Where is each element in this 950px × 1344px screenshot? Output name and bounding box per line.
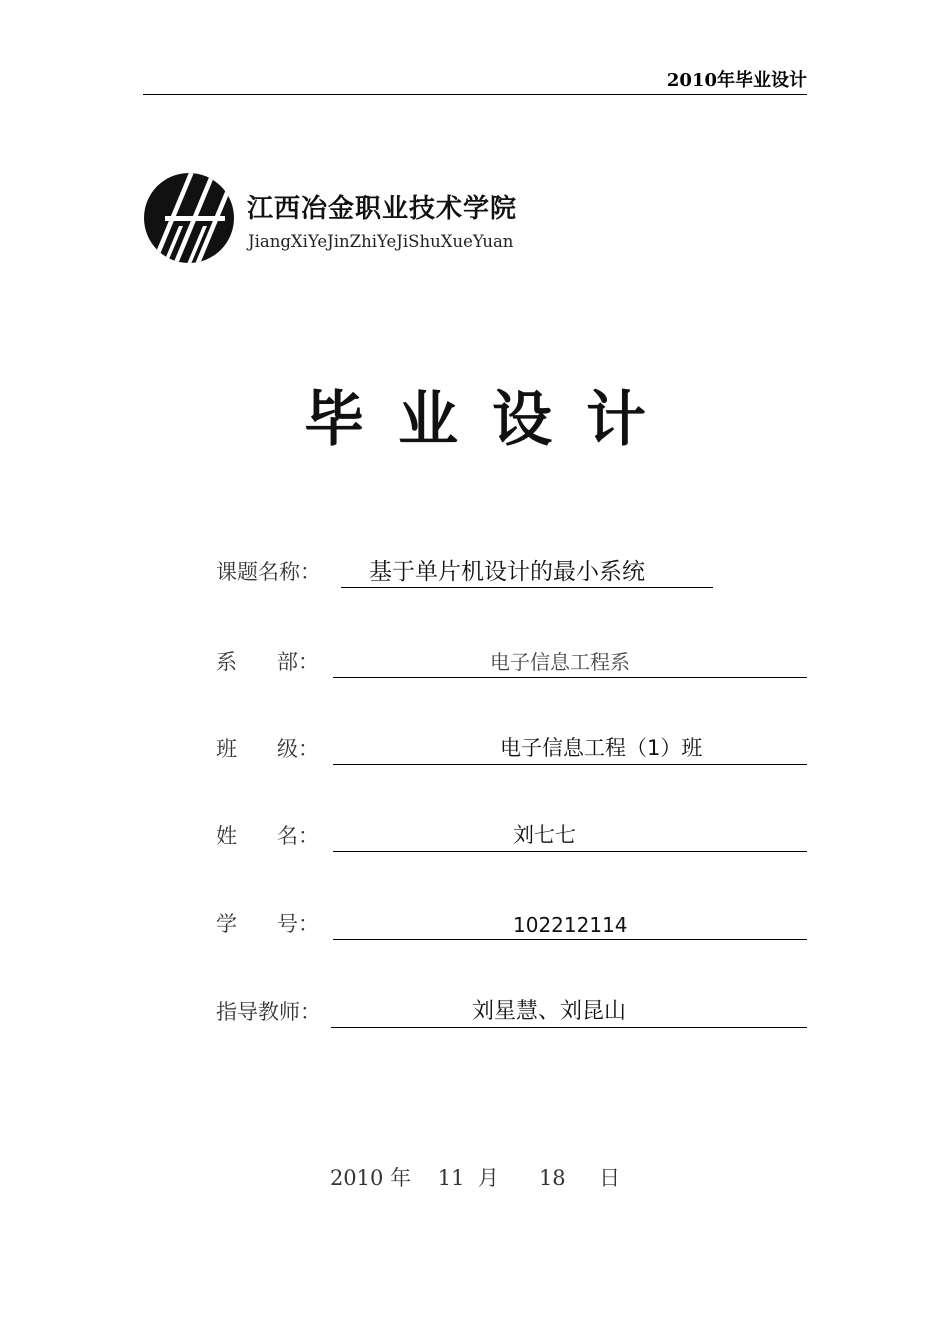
date-year: 2010 <box>329 1166 384 1190</box>
field-department-value: 电子信息工程系 <box>490 650 630 674</box>
field-department <box>216 646 808 680</box>
field-topic-label: 课题名称： <box>216 560 321 584</box>
field-name-value: 刘七七 <box>513 823 576 847</box>
field-topic-value: 基于单片机设计的最小系统 <box>369 559 645 585</box>
field-department-label: 系 部： <box>216 650 320 674</box>
field-class-underline <box>333 764 807 765</box>
date-day-unit: 日 <box>599 1166 621 1190</box>
running-header <box>143 66 807 95</box>
field-advisor-label: 指导教师： <box>216 1000 321 1024</box>
document-title: 毕业设计 <box>304 385 680 455</box>
running-header-title: 2010年毕业设计 <box>666 70 807 91</box>
college-name-en: JiangXiYeJinZhiYeJiShuXueYuan <box>248 232 514 251</box>
field-student-id <box>216 908 808 942</box>
field-department-underline <box>333 677 807 678</box>
date-month: 11 <box>437 1166 465 1190</box>
field-class <box>216 733 808 767</box>
field-student-id-label: 学 号： <box>216 912 320 936</box>
field-student-id-value: 102212114 <box>513 913 628 937</box>
field-advisor <box>216 996 808 1030</box>
field-advisor-value: 刘星慧、刘昆山 <box>472 999 627 1024</box>
field-topic <box>216 556 808 590</box>
field-name-underline <box>333 851 807 852</box>
field-name-label: 姓 名： <box>216 824 320 848</box>
field-class-value: 电子信息工程（1）班 <box>500 736 703 760</box>
field-name <box>216 820 808 854</box>
college-logo <box>143 172 563 268</box>
field-topic-underline <box>341 587 713 588</box>
date-month-unit: 月 <box>477 1166 499 1190</box>
field-student-id-underline <box>333 939 807 940</box>
college-name-cn: 江西冶金职业技术学院 <box>247 194 518 224</box>
submission-date <box>0 1162 950 1192</box>
date-year-unit: 年 <box>390 1166 412 1190</box>
date-day: 18 <box>538 1166 566 1190</box>
field-class-label: 班 级： <box>216 737 320 761</box>
college-emblem-icon <box>143 172 235 264</box>
field-advisor-underline <box>331 1027 807 1028</box>
